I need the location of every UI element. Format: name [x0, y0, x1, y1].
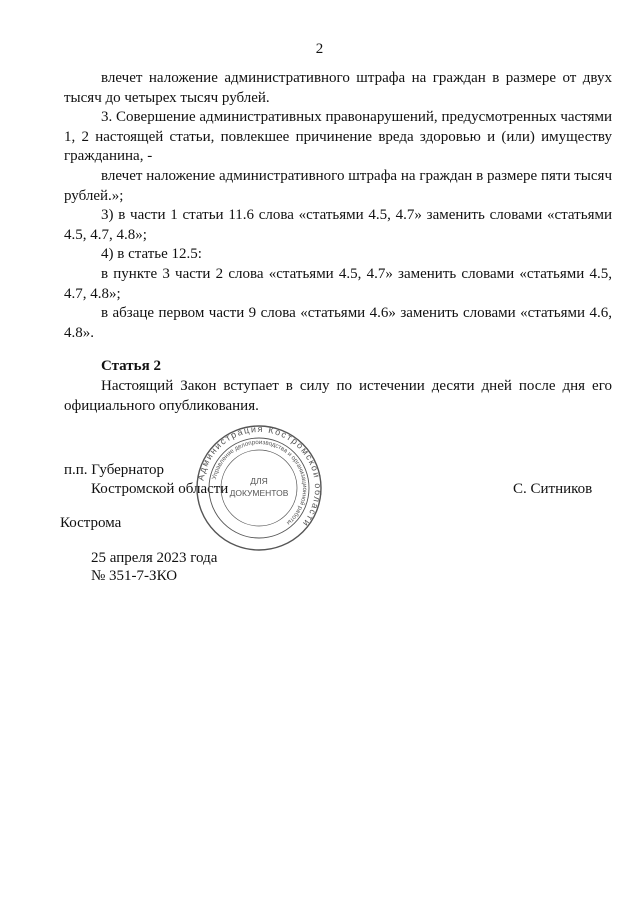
document-body [64, 69, 612, 416]
city: Кострома [60, 515, 122, 531]
stamp-outer-text: Администрация Костромской области [195, 424, 324, 530]
article-text: Настоящий Закон вступает в силу по истечении десяти дней после дня его официального опубликования. [64, 377, 612, 414]
signatory-region: Костромской области [91, 481, 229, 497]
stamp-inner-text: Управление делопроизводства и организационной работы [210, 438, 309, 527]
paragraph: 4) в статье 12.5: [101, 246, 202, 263]
law-date: 25 апреля 2023 года [91, 550, 218, 566]
paragraph: 3. Совершение административных правонарушений, предусмотренных частями 1, 2 настоящей статьи, повлекшее причинение вреда здоровью и (или) имуществу гражданина, - [64, 109, 612, 165]
stamp-center-line1: ДЛЯ [250, 476, 268, 486]
article-heading: Статья 2 [101, 358, 161, 375]
paragraph: влечет наложение административного штрафа на граждан в размере от двух тысяч до четырех тысяч рублей. [64, 70, 612, 106]
signatory-title: п.п. Губернатор [64, 462, 164, 478]
page-number: 2 [315, 41, 324, 57]
paragraph: влечет наложение административного штрафа на граждан в размере пяти тысяч рублей.»; [64, 167, 612, 204]
stamp-center-line2: ДОКУМЕНТОВ [229, 488, 289, 498]
paragraph: в абзаце первом части 9 слова «статьями 4.6» заменить словами «статьями 4.6, 4.8». [64, 305, 612, 341]
paragraph: 3) в части 1 статьи 11.6 слова «статьями 4.5, 4.7» заменить словами «статьями 4.5, 4.7, 4.8»; [64, 207, 612, 243]
paragraph: в пункте 3 части 2 слова «статьями 4.5, 4.7» заменить словами «статьями 4.5, 4.7, 4.8»; [64, 265, 612, 302]
signatory-name: С. Ситников [513, 481, 593, 497]
official-stamp [190, 424, 328, 552]
law-number: № 351-7-ЗКО [91, 568, 178, 584]
stamp-graphic [195, 424, 323, 550]
